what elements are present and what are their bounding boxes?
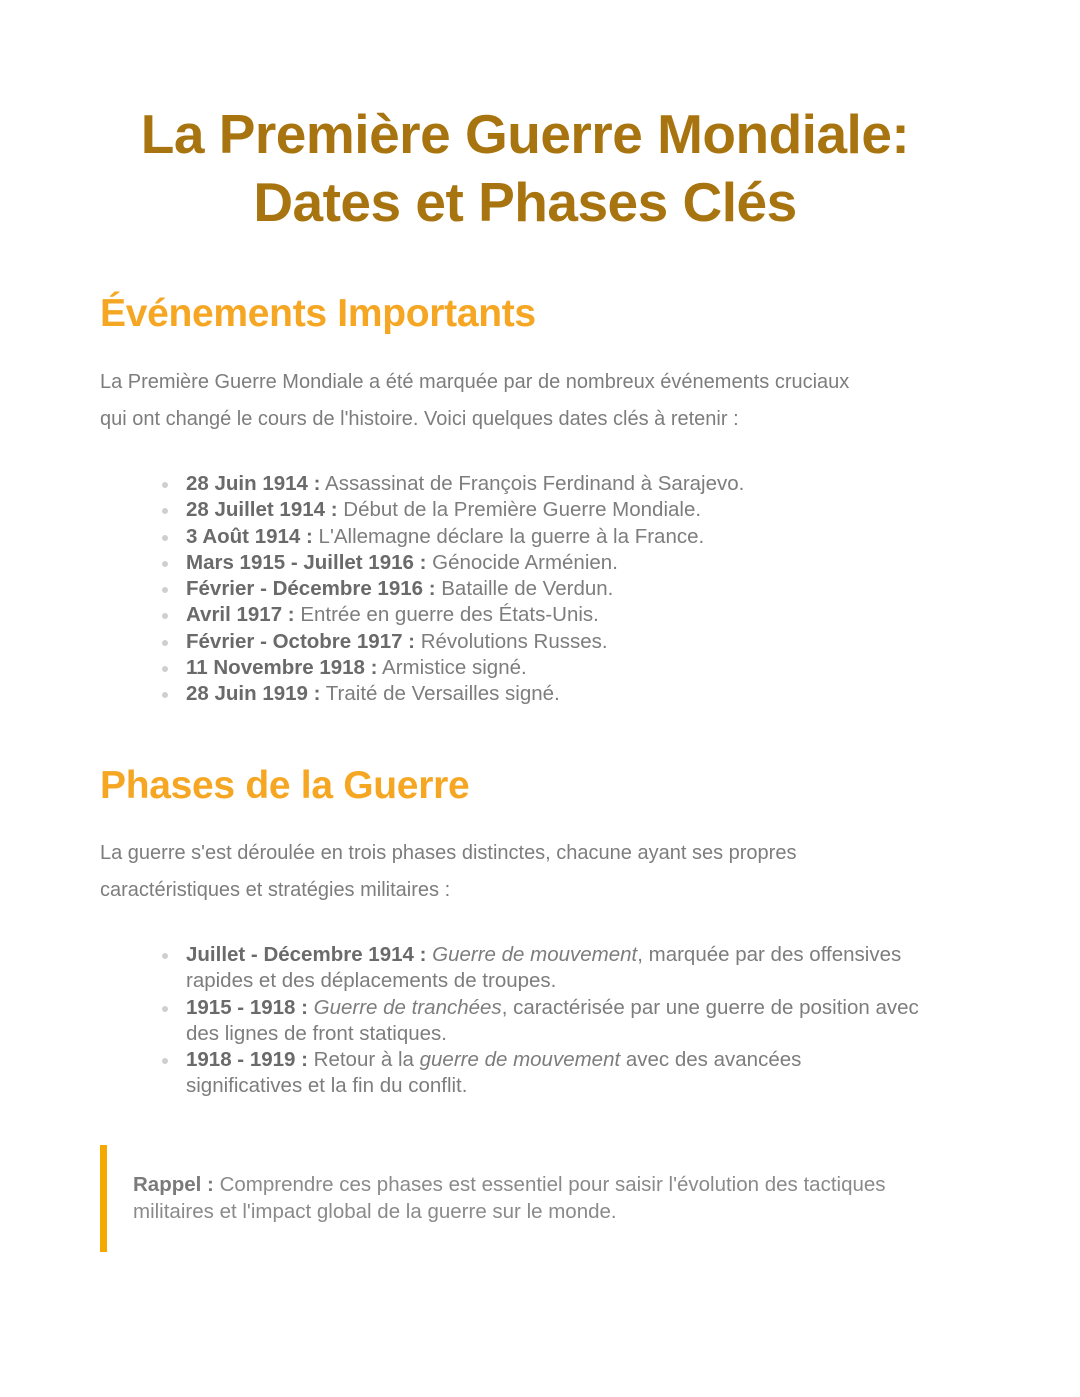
event-date: 11 Novembre 1918 : [186, 656, 378, 680]
title-line-1: La Première Guerre Mondiale: [140, 103, 910, 165]
list-item [160, 471, 940, 497]
phases-intro [100, 835, 960, 909]
event-date: 28 Juin 1919 : [186, 682, 321, 706]
phase-date: 1918 - 1919 : [186, 1048, 308, 1072]
event-date: 3 Août 1914 : [186, 524, 313, 548]
list-item [160, 550, 940, 576]
event-text: Traité de Versailles signé. [320, 682, 560, 706]
list-item [160, 629, 940, 655]
list-item [160, 576, 940, 602]
events-intro-line-1: La Première Guerre Mondiale a été marquée par de nombreux événements cruciaux [100, 371, 850, 393]
page-title [100, 100, 950, 236]
phases-list [160, 942, 920, 1100]
event-date: 28 Juillet 1914 : [186, 498, 338, 522]
phase-name: guerre de mouvement [419, 1048, 621, 1072]
event-text: Révolutions Russes. [415, 629, 608, 653]
events-list [160, 471, 940, 708]
callout-label: Rappel : [133, 1173, 214, 1196]
list-item [160, 1047, 920, 1100]
phase-text: , caractérisée par une guerre de position avec des lignes de front statiques. [186, 995, 919, 1045]
event-date: 28 Juin 1914 : [186, 472, 321, 495]
phase-date: Juillet - Décembre 1914 : [186, 943, 427, 966]
list-item [160, 602, 940, 628]
heading-events: Événements Importants [100, 292, 536, 335]
phase-text: Retour à la [307, 1048, 420, 1072]
phase-name: Guerre de mouvement [432, 943, 638, 966]
title-line-2: Dates et Phases Clés [253, 171, 797, 233]
list-item [160, 497, 940, 523]
event-text: Bataille de Verdun. [435, 577, 614, 601]
phase-date: 1915 - 1918 : [186, 995, 308, 1019]
events-intro [100, 364, 960, 438]
event-text: L'Allemagne déclare la guerre à la France. [312, 524, 705, 548]
phases-intro-line-1: La guerre s'est déroulée en trois phases distinctes, chacune ayant ses propres [100, 842, 797, 864]
phase-name: Guerre de tranchées [313, 995, 502, 1019]
phase-text: avec des avancées significatives et la fin du conflit. [186, 1048, 802, 1098]
event-date: Avril 1917 : [186, 603, 295, 627]
list-item [160, 524, 940, 550]
callout-text: Comprendre ces phases est essentiel pour saisir l'évolution des tactiques militaires et l'impact global de la guerre sur le monde. [133, 1173, 886, 1223]
list-item [160, 942, 920, 995]
list-item [160, 995, 920, 1048]
event-text: Entrée en guerre des États-Unis. [294, 603, 599, 627]
list-item [160, 681, 940, 707]
phase-text: , marquée par des offensives rapides et des déplacements de troupes. [186, 943, 902, 993]
event-text: Armistice signé. [377, 656, 527, 680]
event-text: Assassinat de François Ferdinand à Sarajevo. [320, 472, 745, 495]
event-text: Début de la Première Guerre Mondiale. [337, 498, 702, 522]
event-date: Mars 1915 - Juillet 1916 : [186, 550, 427, 574]
reminder-callout [100, 1145, 920, 1252]
phases-intro-line-2: caractéristiques et stratégies militaires : [100, 879, 451, 901]
event-text: Génocide Arménien. [426, 550, 618, 574]
heading-phases: Phases de la Guerre [100, 764, 470, 807]
list-item [160, 655, 940, 681]
event-date: Février - Décembre 1916 : [186, 577, 436, 601]
event-date: Février - Octobre 1917 : [186, 629, 416, 653]
events-intro-line-2: qui ont changé le cours de l'histoire. Voici quelques dates clés à retenir : [100, 408, 739, 430]
